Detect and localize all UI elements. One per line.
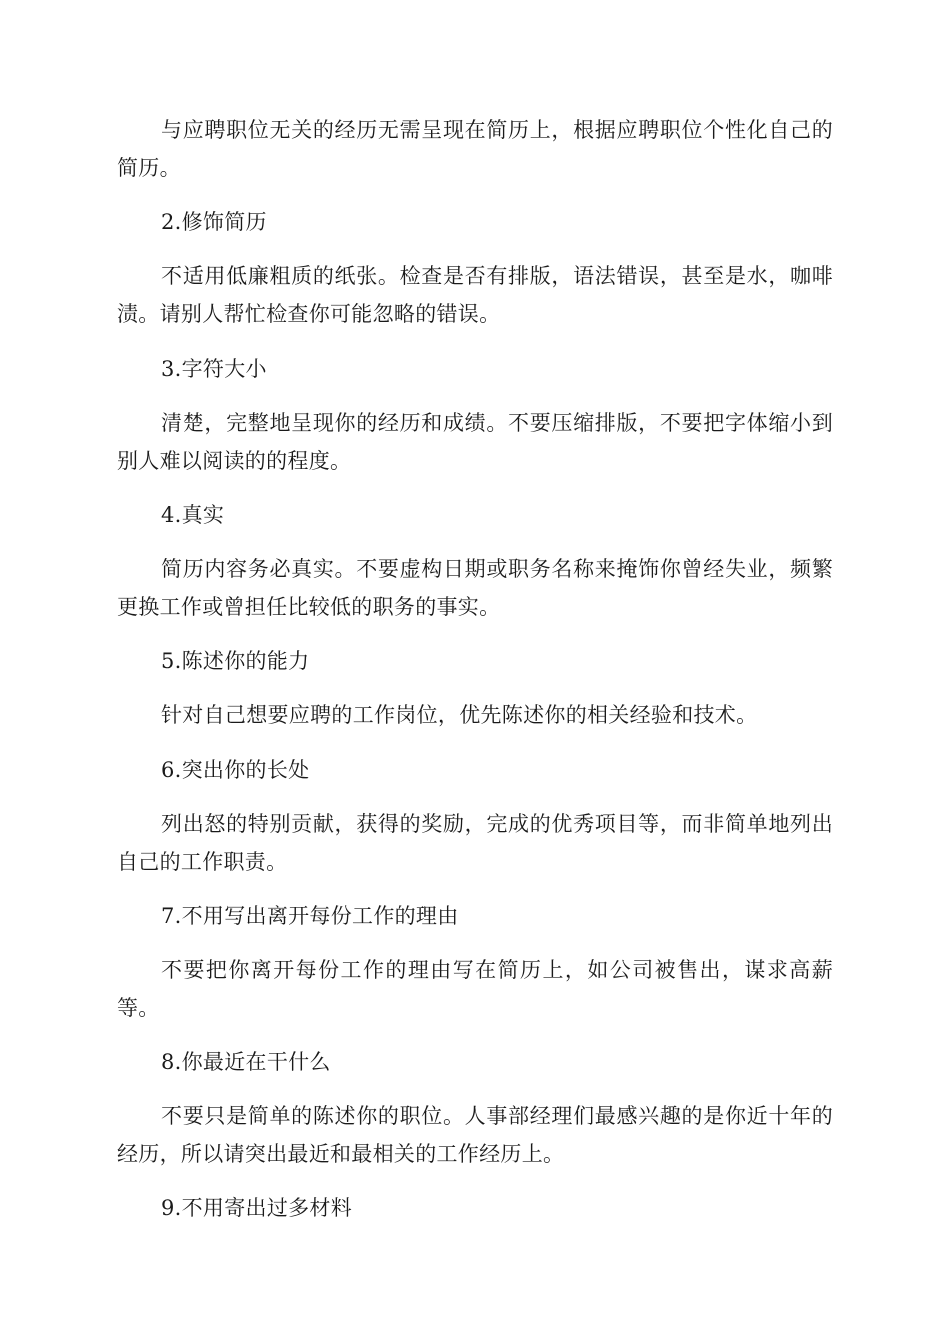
paragraph-recent-work: 不要只是简单的陈述你的职位。人事部经理们最感兴趣的是你近十年的经历，所以请突出最近和最相关的工作经历上。: [117, 1104, 833, 1166]
heading-font-size: 3.字符大小: [161, 357, 267, 381]
paragraph-truthful: 简历内容务必真实。不要虚构日期或职务名称来掩饰你曾经失业，频繁更换工作或曾担任比较低的职务的事实。: [117, 557, 833, 619]
paragraph-state-abilities: 针对自己想要应聘的工作岗位，优先陈述你的相关经验和技术。: [161, 703, 758, 727]
paragraph-tailor-resume: 与应聘职位无关的经历无需呈现在简历上，根据应聘职位个性化自己的简历。: [117, 118, 833, 180]
paragraph-no-leaving-reasons: 不要把你离开每份工作的理由写在简历上，如公司被售出，谋求高薪等。: [117, 958, 833, 1020]
heading-not-too-much-material: 9.不用寄出过多材料: [161, 1196, 353, 1220]
heading-recent-work: 8.你最近在干什么: [161, 1050, 331, 1074]
paragraph-font-size: 清楚，完整地呈现你的经历和成绩。不要压缩排版，不要把字体缩小到别人难以阅读的的程度。: [117, 411, 833, 473]
paragraph-polish-resume: 不适用低廉粗质的纸张。检查是否有排版，语法错误，甚至是水，咖啡渍。请别人帮忙检查你可能忽略的错误。: [117, 264, 833, 326]
heading-highlight-strengths: 6.突出你的长处: [161, 758, 310, 782]
paragraph-highlight-strengths: 列出怒的特别贡献，获得的奖励，完成的优秀项目等，而非简单地列出自己的工作职责。: [117, 812, 833, 874]
heading-truthful: 4.真实: [161, 503, 225, 527]
heading-polish-resume: 2.修饰简历: [161, 210, 267, 234]
heading-no-leaving-reasons: 7.不用写出离开每份工作的理由: [161, 904, 459, 928]
heading-state-abilities: 5.陈述你的能力: [161, 649, 310, 673]
